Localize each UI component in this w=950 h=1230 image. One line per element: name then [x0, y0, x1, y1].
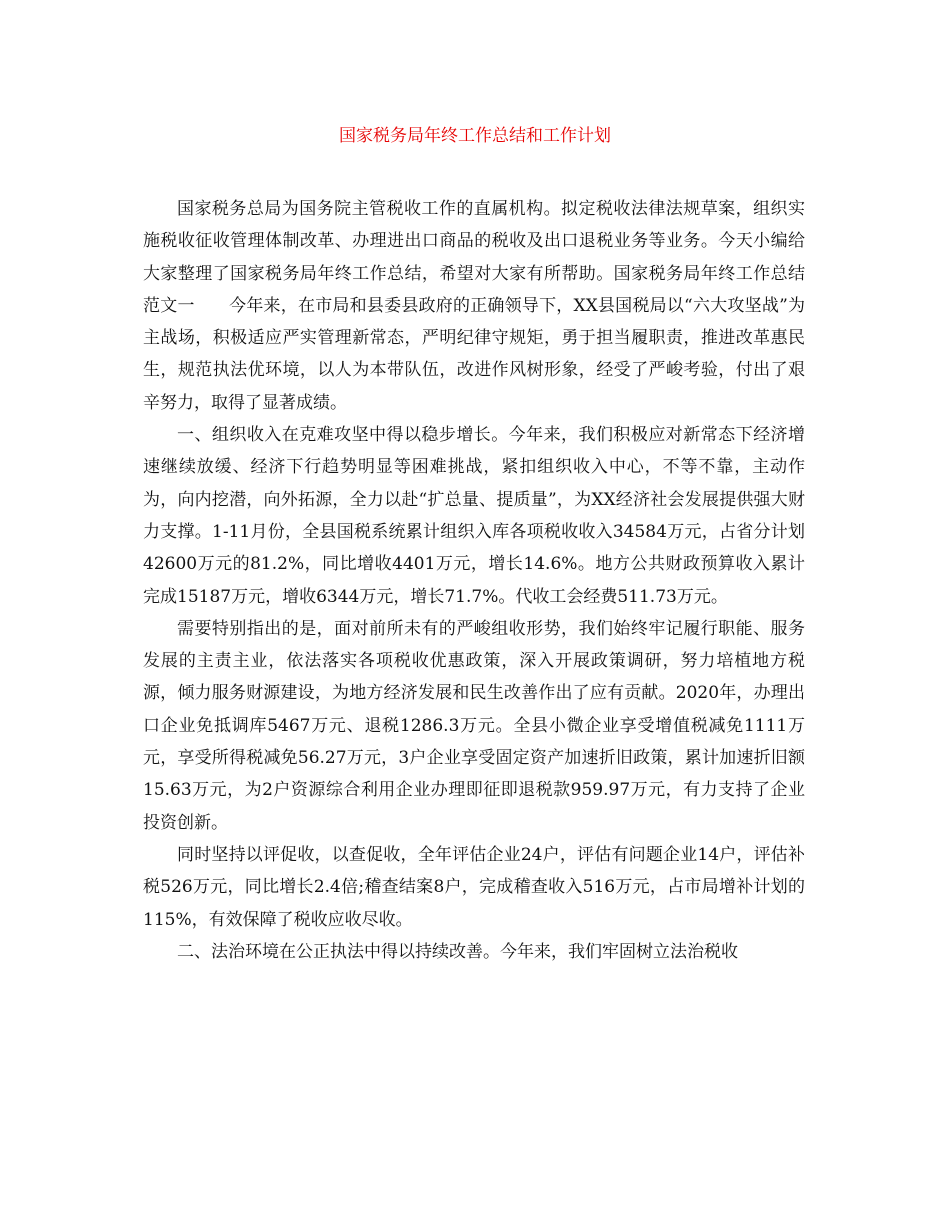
- paragraph-rule-of-law: 二、法治环境在公正执法中得以持续改善。今年来，我们牢固树立法治税收: [177, 941, 738, 962]
- paragraph-revenue: 一、组织收入在克难攻坚中得以稳步增长。今年来，我们积极应对新常态下经济增速继续放缓、经济下行趋势明显等困难挑战，紧扣组织收入中心，不等不靠，主动作为，向内挖潜，向外拓源，全力以赴“扩总量、提质量”，为XX经济社会发展提供强大财力支撑。1-11月份，全县国税系统累计组织入库各项税收收入34584万元，占省分计划42600万元的81.2%，同比增收4401万元，增长14.6%。地方公共财政预算收入累计完成15187万元，增收6344万元，增长71.7%。代收工会经费511.73万元。: [143, 425, 805, 607]
- document-title: 国家税务局年终工作总结和工作计划: [339, 126, 611, 146]
- document-body: [143, 193, 805, 968]
- paragraph-audit: 同时坚持以评促收，以查促收，全年评估企业24户，评估有问题企业14户，评估补税526万元，同比增长2.4倍;稽查结案8户，完成稽查收入516万元，占市局增补计划的115%，有效保障了税收应收尽收。: [143, 844, 805, 930]
- paragraph-tax-policy: 需要特别指出的是，面对前所未有的严峻组收形势，我们始终牢记履行职能、服务发展的主责主业，依法落实各项税收优惠政策，深入开展政策调研，努力培植地方税源，倾力服务财源建设，为地方经济发展和民生改善作出了应有贡献。2020年，办理出口企业免抵调库5467万元、退税1286.3万元。全县小微企业享受增值税减免1111万元，享受所得税减免56.27万元，3户企业享受固定资产加速折旧政策，累计加速折旧额15.63万元，为2户资源综合利用企业办理即征即退税款959.97万元，有力支持了企业投资创新。: [143, 618, 805, 833]
- paragraph-intro: 国家税务总局为国务院主管税收工作的直属机构。拟定税收法律法规草案，组织实施税收征收管理体制改革、办理进出口商品的税收及出口退税业务等业务。今天小编给大家整理了国家税务局年终工作总结，希望对大家有所帮助。国家税务局年终工作总结范文一 今年来，在市局和县委县政府的正确领导下，XX县国税局以“六大攻坚战”为主战场，积极适应严实管理新常态，严明纪律守规矩，勇于担当履职责，推进改革惠民生，规范执法优环境，以人为本带队伍，改进作风树形象，经受了严峻考验，付出了艰辛努力，取得了显著成绩。: [143, 199, 805, 413]
